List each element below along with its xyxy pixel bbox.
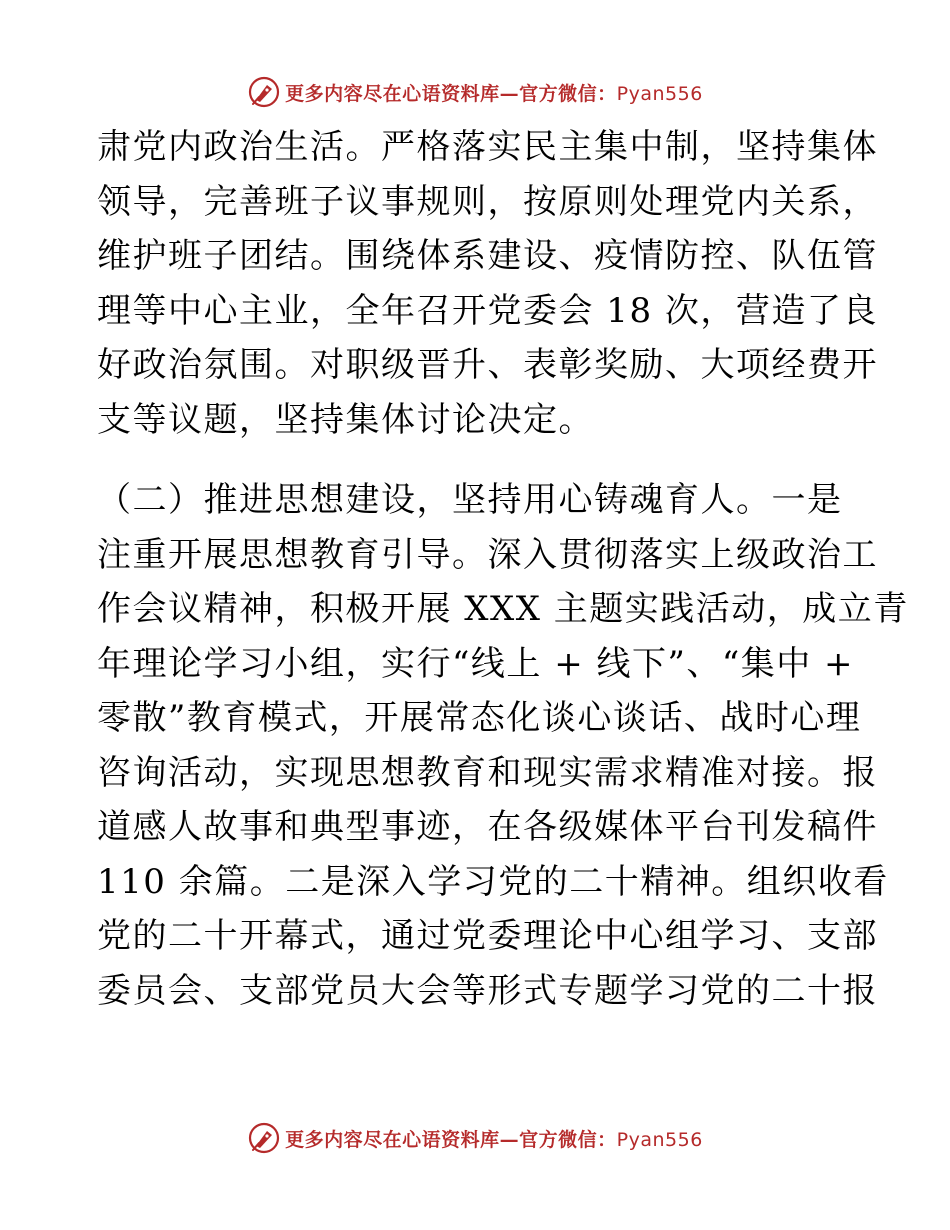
pen-nib-logo-icon bbox=[247, 75, 281, 109]
paragraph-gap bbox=[97, 447, 853, 473]
text-line: 维护班子团结。围绕体系建设、疫情防控、队伍管 bbox=[97, 236, 878, 276]
watermark-text bbox=[285, 79, 703, 106]
pen-nib-logo-icon bbox=[247, 1121, 281, 1155]
text-line: 年理论学习小组，实行“线上 + 线下”、“集中 + bbox=[97, 643, 855, 684]
watermark-text-cn: 更多内容尽在心语资料库—官方微信： bbox=[285, 82, 617, 105]
text-line: 注重开展思想教育引导。深入贯彻落实上级政治工 bbox=[97, 534, 878, 575]
text-line: 道感人故事和典型事迹，在各级媒体平台刊发稿件 bbox=[97, 807, 878, 847]
section-heading-line: （二）推进思想建设，坚持用心铸魂育人。一是 bbox=[97, 480, 843, 520]
watermark-text bbox=[285, 1125, 703, 1152]
watermark-wechat-id: Pyan556 bbox=[616, 82, 703, 105]
paragraph-2 bbox=[97, 473, 909, 1018]
text-line: 110 余篇。二是深入学习党的二十精神。组织收看 bbox=[97, 861, 889, 902]
text-line: 零散”教育模式，开展常态化谈心谈话、战时心理 bbox=[97, 698, 862, 738]
text-line: 好政治氛围。对职级晋升、表彰奖励、大项经费开 bbox=[97, 345, 878, 385]
text-line: 党的二十开幕式，通过党委理论中心组学习、支部 bbox=[97, 916, 878, 956]
footer-watermark bbox=[0, 1118, 950, 1158]
text-line: 肃党内政治生活。严格落实民主集中制，坚持集体 bbox=[97, 127, 878, 167]
watermark-wechat-id: Pyan556 bbox=[616, 1128, 703, 1151]
text-line: 咨询活动，实现思想教育和现实需求精准对接。报 bbox=[97, 752, 878, 793]
watermark-text-cn: 更多内容尽在心语资料库—官方微信： bbox=[285, 1128, 617, 1151]
text-line: 领导，完善班子议事规则，按原则处理党内关系， bbox=[97, 181, 878, 222]
text-line: 支等议题，坚持集体讨论决定。 bbox=[97, 399, 594, 440]
text-line: 理等中心主业，全年召开党委会 18 次，营造了良 bbox=[97, 290, 878, 331]
document-body bbox=[97, 120, 909, 1018]
header-watermark bbox=[0, 72, 950, 112]
text-line: 作会议精神，积极开展 XXX 主题实践活动，成立青 bbox=[97, 589, 909, 629]
text-line: 委员会、支部党员大会等形式专题学习党的二十报 bbox=[97, 970, 878, 1011]
paragraph-1 bbox=[97, 120, 878, 447]
